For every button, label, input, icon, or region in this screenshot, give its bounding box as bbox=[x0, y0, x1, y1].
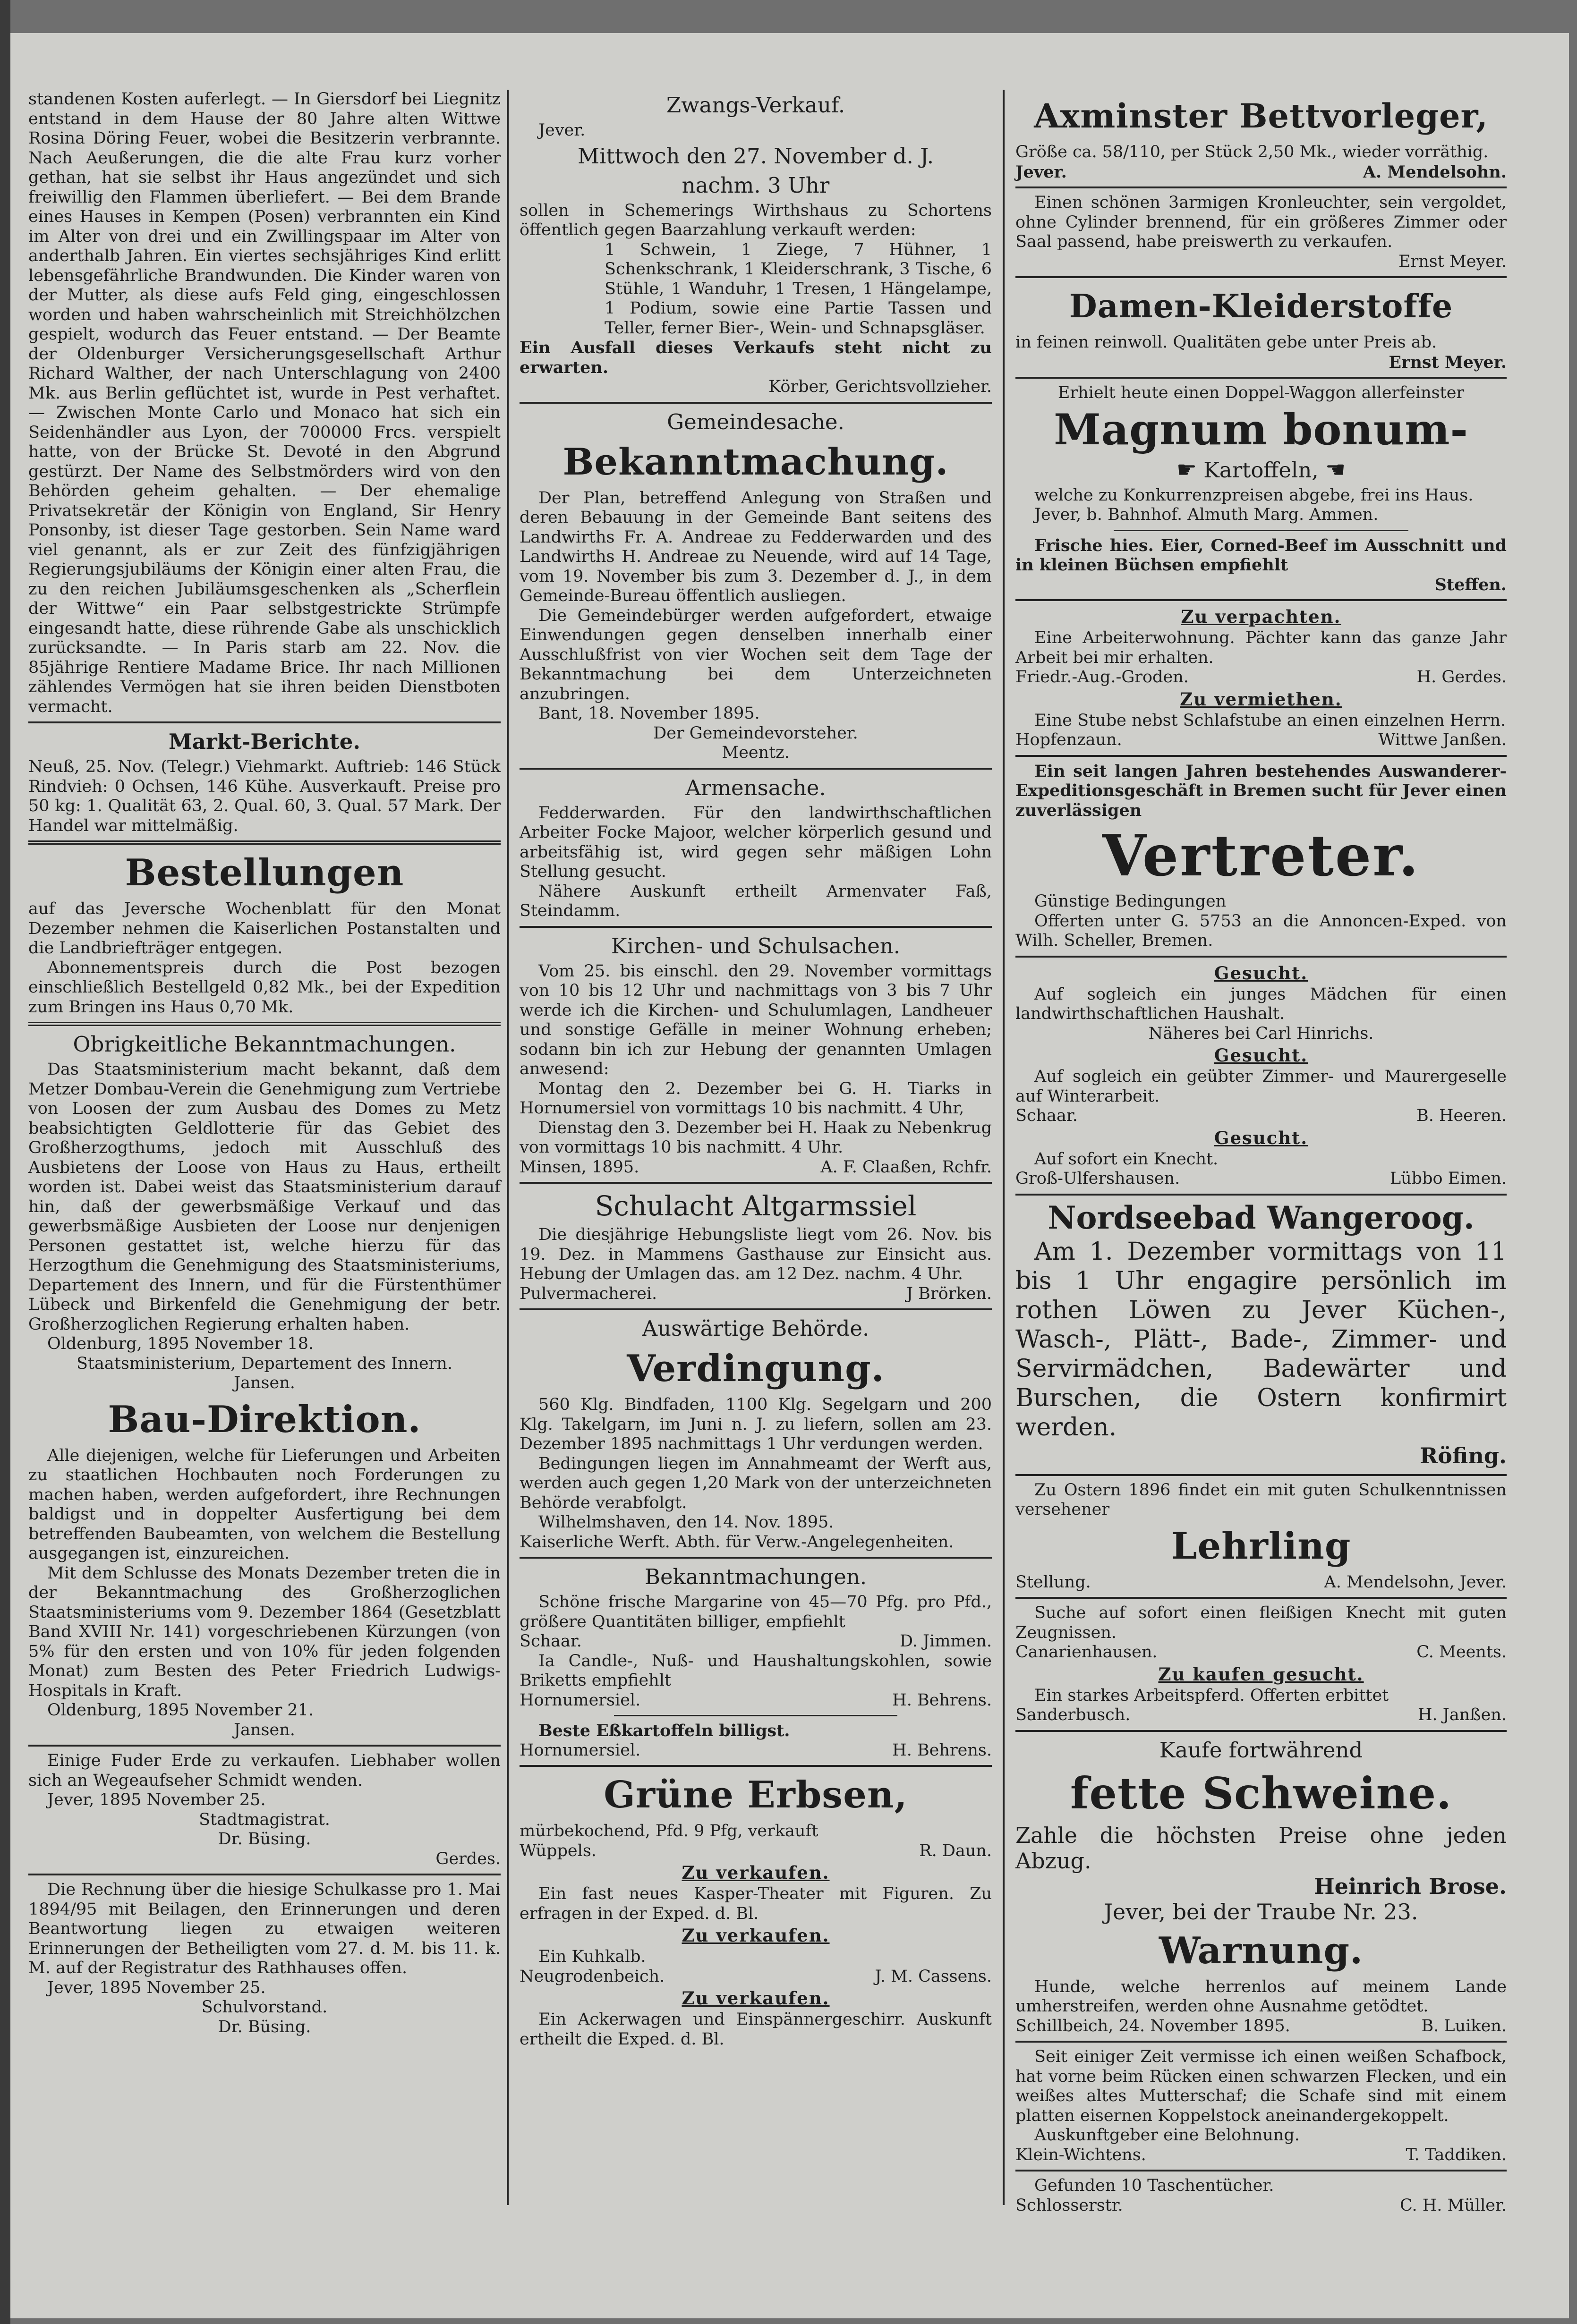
bekanntm-sign: Schaar. D. Jimmen. bbox=[520, 1632, 992, 1651]
bekanntm-text2: Ia Candle-, Nuß- und Haushaltungskohlen, sowie Briketts empfiehlt bbox=[520, 1651, 992, 1690]
pointing-hand-left-icon: ☚ bbox=[1325, 456, 1346, 483]
divider bbox=[1015, 2170, 1507, 2171]
bekanntm-sign3: Hornumersiel. H. Behrens. bbox=[520, 1740, 992, 1760]
axminster-sign: Jever. A. Mendelsohn. bbox=[1015, 162, 1507, 182]
krone-text: Einen schönen 3armigen Kronleuchter, sein vergoldet, ohne Cylinder brennend, für ein größeres Zimmer oder Saal passend, habe preiswerth zu verkaufen. bbox=[1015, 193, 1507, 251]
kirchen-title: Kirchen- und Schulsachen. bbox=[611, 933, 901, 958]
gemeinde-sign2: Meentz. bbox=[722, 743, 790, 762]
markt-text: Neuß, 25. Nov. (Telegr.) Viehmarkt. Auftrieb: 146 Stück Rindvieh: 0 Ochsen, 146 Kühe. Ausverkauft. Preise pro 50 kg: 1. Qualität 63, 2. Qual. 60, 3. Qual. 57 Mark. Der Handel war mittelmäßig. bbox=[28, 757, 501, 835]
armen-title: Armensache. bbox=[685, 775, 826, 800]
erbsen-sign: Wüppels. R. Daun. bbox=[520, 1841, 992, 1860]
ges2-sign: Schaar. B. Heeren. bbox=[1015, 1106, 1507, 1125]
kaufen-text: Ein starkes Arbeitspferd. Offerten erbittet bbox=[1034, 1686, 1389, 1705]
schafbock-sign: Klein-Wichtens. T. Taddiken. bbox=[1015, 2145, 1507, 2164]
zwangs-when2: nachm. 3 Uhr bbox=[682, 172, 830, 198]
ges2-title: Gesucht. bbox=[1214, 1045, 1308, 1066]
verk1-title: Zu verkaufen. bbox=[682, 1862, 830, 1883]
ges3-sign: Groß-Ulfershausen. Lübbo Eimen. bbox=[1015, 1169, 1507, 1188]
divider bbox=[520, 1557, 992, 1559]
divider bbox=[1015, 1597, 1507, 1599]
divider bbox=[1015, 956, 1507, 958]
erde-sign: Stadtmagistrat. bbox=[199, 1810, 330, 1829]
divider bbox=[1015, 1730, 1507, 1732]
krone-sign: Ernst Meyer. bbox=[1398, 252, 1507, 271]
damen-title: Damen-Kleiderstoffe bbox=[1069, 288, 1453, 325]
erde-sign3: Gerdes. bbox=[435, 1849, 501, 1868]
obrig-sign: Staatsministerium, Departement des Innern. bbox=[77, 1354, 452, 1373]
kirchen-text2: Montag den 2. Dezember bei G. H. Tiarks in Hornumersiel von vormittags 10 bis nachmitt. 4 Uhr, bbox=[520, 1079, 992, 1118]
erbsen-text: mürbekochend, Pfd. 9 Pfg, verkauft bbox=[520, 1822, 818, 1841]
magnum-sign: Jever, b. Bahnhof. Almuth Marg. Ammen. bbox=[1034, 505, 1379, 524]
magnum-kicker: Erhielt heute einen Doppel-Waggon allerfeinster bbox=[1057, 383, 1465, 402]
kirchen-text3: Dienstag den 3. Dezember bei H. Haak zu Nebenkrug von vormittags 10 bis nachmitt. 4 Uhr. bbox=[520, 1118, 992, 1157]
verding-kicker: Auswärtige Behörde. bbox=[642, 1316, 869, 1341]
tuch-text: Gefunden 10 Taschentücher. bbox=[1034, 2176, 1274, 2195]
column-divider bbox=[1003, 90, 1005, 2205]
kirchen-text: Vom 25. bis einschl. den 29. November vormittags von 10 bis 12 Uhr und nachmittags von 3 bis 7 Uhr werde ich die Kirchen- und Schulumlagen, Landheuer und sonstige Gefälle in meiner Wohnung erheben; sodann bin ich zur Hebung der genannten Umlagen anwesend: bbox=[520, 961, 992, 1078]
axminster-title: Axminster Bettvorleger, bbox=[1034, 96, 1488, 136]
schulacht-text: Die diesjährige Hebungsliste liegt vom 26. Nov. bis 19. Dez. in Mammens Gasthause zur Einsicht aus. Hebung der Umlagen das. am 12 Dez. nachm. 4 Uhr. bbox=[520, 1225, 992, 1283]
schulacht-sign: Pulvermacherei. J Brörken. bbox=[520, 1284, 992, 1303]
lehrling-title: Lehrling bbox=[1171, 1524, 1351, 1568]
bau-text2: Mit dem Schlusse des Monats Dezember treten die in der Bekanntmachung des Großherzoglichen Staatsministeriums vom 9. Dezember 1864 (Gesetzblatt Band XVIII Nr. 141) vorgeschriebenen Kürzungen (von 5% für den ersten und von 10% für jeden folgenden Monat) zum Besten des Peter Friedrich Ludwigs-Hospitals in Kraft. bbox=[28, 1563, 501, 1700]
schulacht-title: Schulacht Altgarmssiel bbox=[595, 1190, 917, 1222]
divider bbox=[520, 1182, 992, 1184]
kaufen-title: Zu kaufen gesucht. bbox=[1158, 1663, 1364, 1685]
ges1-text2: Näheres bei Carl Hinrichs. bbox=[1148, 1024, 1374, 1043]
divider bbox=[1015, 755, 1507, 757]
lehrling-text: Zu Ostern 1896 findet ein mit guten Schulkenntnissen versehener bbox=[1015, 1480, 1507, 1519]
erde-date: Jever, 1895 November 25. bbox=[47, 1790, 266, 1809]
bekanntm-title: Bekanntmachungen. bbox=[644, 1564, 867, 1589]
news-text: standenen Kosten auferlegt. — In Giersdorf bei Liegnitz entstand in dem Hause der 80 Jahre alten Wittwe Rosina Döring Feuer, wobei die Besitzerin verbrannte. Nach Aeußerungen, die die alte Frau kurz vorher gethan, hat sie selbst ihr Haus angezündet und sich freiwillig den Flammen überliefert. — Bei dem Brande eines Hauses in Kempen (Posen) verbrannten ein Kind im Alter von drei und ein Zwillingspaar im Alter von anderthalb Jahren. Ein viertes sechsjähriges Kind erlitt lebensgefährliche Brandwunden. Die Kinder waren von der Mutter, als diese aufs Feld ging, eingeschlossen worden und haben wahrscheinlich mit Streichhölzchen gespielt, wodurch das Feuer entstand. — Der Beamte der Oldenburger Versicherungsgesellschaft Arthur Richard Walther, der nach Unterschlagung von 2400 Mk. aus Berlin geflüchtet ist, wurde in Pest verhaftet. — Zwischen Monte Carlo und Monaco hat sich ein Seidenhändler aus Lyon, der 700000 Frcs. verspielt hatte, von der Brücke St. Devoté in den Abgrund gestürzt. Der Name des Selbstmörders wird von den Behörden geheim gehalten. — Der ehemalige Privatsekretär der Königin von England, Sir Henry Ponsonby, ist dieser Tage gestorben. Sein Name ward viel genannt, als er zur Zeit des fünfzigjährigen Regierungsjubiläums der Königin einer alten Frau, die zu den reichen Jubiläumsgeschenken als „Scherflein der Wittwe“ ein Paar selbstgestrickte Strümpfe eingesandt hatte, diese rührende Gabe als unschicklich zurücksandte. — In Paris starb am 22. Nov. die 85jährige Rentiere Madame Brice. Ihr nach Millionen zählendes Vermögen hat sie ihren beiden Dienstboten vermacht. bbox=[28, 90, 501, 716]
bestellungen-text: auf das Jeversche Wochenblatt für den Monat Dezember nehmen die Kaiserlichen Postanstalten und die Landbriefträger entgegen. bbox=[28, 899, 501, 958]
divider bbox=[28, 1874, 501, 1875]
schul-sign: Schulvorstand. bbox=[201, 1998, 328, 2017]
armen-text: Fedderwarden. Für den landwirthschaftlichen Arbeiter Focke Majoor, welcher körperlich gesund und arbeitsfähig ist, wird gegen sehr mäßigen Lohn Stellung gesucht. bbox=[520, 803, 992, 881]
bestellungen-title: Bestellungen bbox=[125, 851, 404, 894]
schweine-text: Zahle die höchsten Preise ohne jeden Abzug. bbox=[1015, 1822, 1507, 1874]
erde-text: Einige Fuder Erde zu verkaufen. Liebhaber wollen sich an Wegeaufseher Schmidt wenden. bbox=[28, 1751, 501, 1790]
magnum-sub: ☛ Kartoffeln, ☚ bbox=[1176, 456, 1346, 483]
divider bbox=[28, 1022, 501, 1026]
zwangs-when: Mittwoch den 27. November d. J. bbox=[577, 143, 934, 169]
schafbock-text2: Auskunftgeber eine Belohnung. bbox=[1034, 2126, 1300, 2145]
bekanntm-sign2: Hornumersiel. H. Behrens. bbox=[520, 1690, 992, 1710]
obrig-text: Das Staatsministerium macht bekannt, daß dem Metzer Dombau-Verein die Genehmigung zum Vertriebe von Loosen der zum Ausbau des Domes zu Metz beabsichtigten Geldlotterie für das Gebiet des Großherzogthums, jedoch mit Ausschluß des Ausbietens der Loose von Haus zu Haus, ertheilt worden ist. Dabei weist das Staatsministerium darauf hin, daß der gewerbsmäßige Verkauf und das gewerbsmäßige Ausbieten der Loose nur denjenigen Personen gestattet ist, welche hierzu für das Herzogthum die Genehmigung des Staatsministeriums, Departement des Innern, und für die Fürstenthümer Lübeck und Birkenfeld die Genehmigung der betr. Großherzoglichen Regierung erhalten haben. bbox=[28, 1060, 501, 1334]
tuch-sign: Schlosserstr. C. H. Müller. bbox=[1015, 2196, 1507, 2215]
column-2 bbox=[520, 90, 992, 2049]
gemeinde-text2: Die Gemeindebürger werden aufgefordert, etwaige Einwendungen gegen denselben innerhalb einer Ausschlußfrist von vier Wochen seit dem Tage der Bekanntmachung bei dem Unterzeichneten anzubringen. bbox=[520, 606, 992, 704]
erde-sign2: Dr. Büsing. bbox=[218, 1830, 311, 1849]
bekanntm-text3: Beste Eßkartoffeln billigst. bbox=[538, 1721, 790, 1740]
armen-text2: Nähere Auskunft ertheilt Armenvater Faß, Steindamm. bbox=[520, 882, 992, 920]
divider bbox=[1015, 2041, 1507, 2043]
ges3-title: Gesucht. bbox=[1214, 1127, 1308, 1148]
zwangs-text: sollen in Schemerings Wirthshaus zu Schortens öffentlich gegen Baarzahlung verkauft werden: bbox=[520, 201, 992, 239]
divider bbox=[28, 1745, 501, 1747]
gemeinde-text: Der Plan, betreffend Anlegung von Straßen und deren Bebauung in der Gemeinde Bant seitens des Landwirths Fr. A. Andreae zu Fedderwarden und des Landwirths H. Andreae zu Neuende, wird auf 14 Tage, vom 19. November bis zum 3. Dezember d. J., in dem Gemeinde-Bureau öffentlich ausliegen. bbox=[520, 488, 992, 605]
divider bbox=[1114, 530, 1408, 531]
schweine-title: fette Schweine. bbox=[1070, 1767, 1452, 1819]
gemeinde-date: Bant, 18. November 1895. bbox=[538, 704, 760, 723]
divider bbox=[1015, 377, 1507, 379]
divider bbox=[520, 1765, 992, 1767]
bau-date: Oldenburg, 1895 November 21. bbox=[47, 1701, 314, 1720]
magnum-text: welche zu Konkurrenzpreisen abgebe, frei ins Haus. bbox=[1034, 485, 1474, 505]
schafbock-text: Seit einiger Zeit vermisse ich einen weißen Schafbock, hat vorne beim Rücken einen schwarzen Flecken, und ein weißes altes Mutterschaf; die Schafe sind mit einem platten eisernen Koppelstock aneinandergekoppelt. bbox=[1015, 2047, 1507, 2125]
divider bbox=[520, 402, 992, 404]
gemeinde-kicker: Gemeindesache. bbox=[667, 409, 844, 434]
obrig-date: Oldenburg, 1895 November 18. bbox=[47, 1334, 314, 1353]
warnung-sign: Schillbeich, 24. November 1895. B. Luiken. bbox=[1015, 2016, 1507, 2036]
knecht-text: Suche auf sofort einen fleißigen Knecht mit guten Zeugnissen. bbox=[1015, 1603, 1507, 1642]
bau-sign: Jansen. bbox=[234, 1720, 295, 1739]
zwangs-place: Jever. bbox=[538, 121, 586, 140]
schweine-sign: Heinrich Brose. bbox=[1314, 1873, 1507, 1899]
axminster-text: Größe ca. 58/110, per Stück 2,50 Mk., wieder vorräthig. bbox=[1015, 143, 1489, 161]
zwangs-title: Zwangs-Verkauf. bbox=[666, 93, 845, 118]
pointing-hand-right-icon: ☛ bbox=[1176, 456, 1197, 483]
bau-title: Bau-Direktion. bbox=[108, 1398, 421, 1441]
verding-text2: Bedingungen liegen im Annahmeamt der Werft aus, werden auch gegen 1,20 Mark von der unterzeichneten Behörde verabfolgt. bbox=[520, 1454, 992, 1512]
erbsen-title: Grüne Erbsen, bbox=[604, 1773, 908, 1816]
column-1 bbox=[28, 90, 501, 2037]
nordsee-sign: Röfing. bbox=[1420, 1442, 1507, 1468]
verk2-title: Zu verkaufen. bbox=[682, 1925, 830, 1946]
bestellungen-price: Abonnementspreis durch die Post bezogen einschließlich Bestellgeld 0,82 Mk., bei der Expedition zum Bringen ins Haus 0,70 Mk. bbox=[28, 958, 501, 1017]
obrig-sign2: Jansen. bbox=[234, 1374, 295, 1392]
vertreter-text: Ein seit langen Jahren bestehendes Auswanderer-Expeditionsgeschäft in Bremen sucht für Jever einen zuverlässigen bbox=[1015, 761, 1507, 820]
ges1-title: Gesucht. bbox=[1214, 962, 1308, 984]
verk3-text: Ein Ackerwagen und Einspännergeschirr. Auskunft ertheilt die Exped. d. Bl. bbox=[520, 2010, 992, 2049]
vertreter-title: Vertreter. bbox=[1102, 823, 1420, 889]
divider bbox=[520, 1308, 992, 1310]
verding-date: Wilhelmshaven, den 14. Nov. 1895. bbox=[538, 1513, 834, 1532]
kaufen-sign: Sanderbusch. H. Janßen. bbox=[1015, 1705, 1507, 1724]
divider bbox=[1015, 1474, 1507, 1476]
divider bbox=[520, 768, 992, 770]
nordsee-text: Am 1. Dezember vormittags von 11 bis 1 Uhr engagire persönlich im rothen Löwen zu Jever Küchen-, Wasch-, Plätt-, Bade-, Zimmer- und Servirmädchen, Badewärter und Burschen, die Ostern konfirmirt werden. bbox=[1015, 1237, 1507, 1442]
miet-sign: Hopfenzaun. Wittwe Janßen. bbox=[1015, 730, 1507, 749]
ges3-text: Auf sofort ein Knecht. bbox=[1034, 1149, 1219, 1169]
lehrling-sign: Stellung. A. Mendelsohn, Jever. bbox=[1015, 1572, 1507, 1592]
divider bbox=[1015, 599, 1507, 601]
miet-title: Zu vermiethen. bbox=[1180, 688, 1342, 710]
schweine-kicker: Kaufe fortwährend bbox=[1159, 1737, 1363, 1763]
divider bbox=[28, 721, 501, 723]
knecht-sign: Canarienhausen. C. Meents. bbox=[1015, 1643, 1507, 1662]
bau-text: Alle diejenigen, welche für Lieferungen und Arbeiten zu staatlichen Hochbauten noch Forderungen zu machen haben, werden aufgefordert, ihre Rechnungen baldigst und in doppelter Ausfertigung bei dem betreffenden Baubeamten, von welchem die Bestellung ausgegangen ist, einzureichen. bbox=[28, 1446, 501, 1563]
divider bbox=[1015, 187, 1507, 188]
divider bbox=[1015, 276, 1507, 278]
vertreter-text2: Günstige Bedingungen bbox=[1034, 892, 1227, 911]
schul-text: Die Rechnung über die hiesige Schulkasse pro 1. Mai 1894/95 mit Beilagen, den Erinnerungen und deren Beantwortung liegen zu etwaigen weiteren Erinnerungen der Betheiligten vom 27. d. M. bis 11. k. M. auf der Registratur des Rathhauses offen. bbox=[28, 1880, 501, 1977]
obrig-title: Obrigkeitliche Bekanntmachungen. bbox=[73, 1032, 456, 1057]
miet-text: Eine Stube nebst Schlafstube an einen einzelnen Herrn. bbox=[1034, 711, 1506, 730]
gemeinde-sign: Der Gemeindevorsteher. bbox=[653, 723, 858, 743]
vertreter-text3: Offerten unter G. 5753 an die Annoncen-Exped. von Wilh. Scheller, Bremen. bbox=[1015, 911, 1507, 950]
verk2-sign: Neugrodenbeich. J. M. Cassens. bbox=[520, 1967, 992, 1986]
magnum-title: Magnum bonum- bbox=[1054, 404, 1468, 455]
zwangs-items: 1 Schwein, 1 Ziege, 7 Hühner, 1 Schenkschrank, 1 Kleiderschrank, 3 Tische, 6 Stühle, 1 Wanduhr, 1 Tresen, 1 Hängelampe, 1 Podium, sowie eine Partie Tassen und Teller, ferner Bier-, Wein- und Schnapsgläser. bbox=[605, 240, 992, 338]
zwangs-sign: Körber, Gerichtsvollzieher. bbox=[768, 377, 992, 396]
pacht-title: Zu verpachten. bbox=[1181, 606, 1341, 627]
bekanntm-text: Schöne frische Margarine von 45—70 Pfg. pro Pfd., größere Quantitäten billiger, empfiehlt bbox=[520, 1593, 992, 1631]
eier-sign: Steffen. bbox=[1434, 575, 1507, 594]
divider bbox=[28, 840, 501, 845]
divider bbox=[520, 926, 992, 928]
schul-sign2: Dr. Büsing. bbox=[218, 2017, 311, 2036]
schweine-sign2: Jever, bei der Traube Nr. 23. bbox=[1104, 1899, 1418, 1925]
divider bbox=[614, 1715, 897, 1716]
column-divider bbox=[507, 90, 509, 2205]
gemeinde-title: Bekanntmachung. bbox=[563, 440, 949, 483]
eier-text: Frische hies. Eier, Corned-Beef im Ausschnitt und in kleinen Büchsen empfiehlt bbox=[1015, 535, 1507, 575]
nordsee-title: Nordseebad Wangeroog. bbox=[1048, 1199, 1475, 1236]
verding-sign: Kaiserliche Werft. Abth. für Verw.-Angelegenheiten. bbox=[520, 1532, 954, 1552]
divider bbox=[1015, 1194, 1507, 1196]
verk1-text: Ein fast neues Kasper-Theater mit Figuren. Zu erfragen in der Exped. d. Bl. bbox=[520, 1884, 992, 1923]
pacht-sign: Friedr.-Aug.-Groden. H. Gerdes. bbox=[1015, 668, 1507, 687]
kirchen-sign: Minsen, 1895. A. F. Claaßen, Rchfr. bbox=[520, 1157, 992, 1177]
damen-text: in feinen reinwoll. Qualitäten gebe unter Preis ab. bbox=[1015, 333, 1437, 352]
page-edge bbox=[0, 0, 10, 2324]
warnung-text: Hunde, welche herrenlos auf meinem Lande umherstreifen, werden ohne Ausnahme getödtet. bbox=[1015, 1977, 1507, 2016]
column-3 bbox=[1015, 90, 1507, 2215]
schul-date: Jever, 1895 November 25. bbox=[47, 1978, 266, 1997]
ges1-text: Auf sogleich ein junges Mädchen für einen landwirthschaftlichen Haushalt. bbox=[1015, 984, 1507, 1023]
markt-title: Markt-Berichte. bbox=[169, 729, 360, 754]
ges2-text: Auf sogleich ein geübter Zimmer- und Maurergeselle auf Winterarbeit. bbox=[1015, 1067, 1507, 1106]
pacht-text: Eine Arbeiterwohnung. Pächter kann das ganze Jahr Arbeit bei mir erhalten. bbox=[1015, 628, 1507, 667]
damen-sign: Ernst Meyer. bbox=[1389, 352, 1507, 372]
verk2-text: Ein Kuhkalb. bbox=[538, 1947, 646, 1966]
verk3-title: Zu verkaufen. bbox=[682, 1988, 830, 2009]
zwangs-note: Ein Ausfall dieses Verkaufs steht nicht zu erwarten. bbox=[520, 338, 992, 377]
verding-text: 560 Klg. Bindfaden, 1100 Klg. Segelgarn und 200 Klg. Takelgarn, im Juni n. J. zu liefern, sollen am 23. Dezember 1895 nachmittags 1 Uhr verdungen werden. bbox=[520, 1395, 992, 1453]
verding-title: Verdingung. bbox=[627, 1347, 885, 1390]
warnung-title: Warnung. bbox=[1159, 1929, 1364, 1972]
